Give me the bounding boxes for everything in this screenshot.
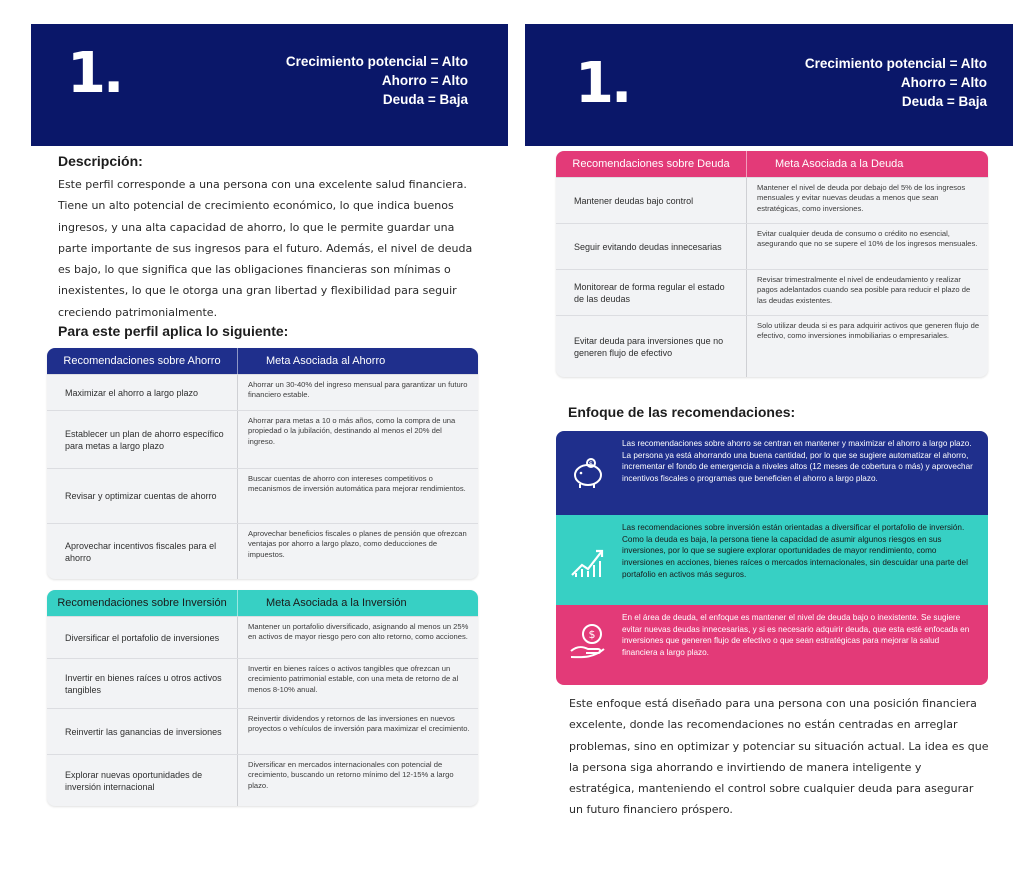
recommendation-cell: Establecer un plan de ahorro específico para metas a largo plazo [65,428,224,451]
focus-title: Enfoque de las recomendaciones: [568,404,796,420]
table-header [556,151,988,177]
description-body: Este perfil corresponde a una persona con una excelente salud financiera. Tiene un alto potencial de crecimiento económico, lo que indica buenos ingresos, y una alta capacidad de ahorro, lo que le permite guardar una parte importante de sus ingresos para el futuro. Además, el nivel de deuda es bajo, lo que significa que las obligaciones financieras son mínimas o inexistentes, lo que le otorga una gran libertad y flexibilidad para seguir creciendo patrimonialmente. [58,178,473,319]
table-deuda [556,151,988,377]
table-row [47,616,478,658]
table-row [47,754,478,806]
recommendation-cell: Revisar y optimizar cuentas de ahorro [65,491,217,501]
profile-stats [286,52,468,109]
recommendation-cell: Seguir evitando deudas innecesarias [574,241,722,252]
table-row [47,523,478,579]
table-row [47,468,478,523]
recommendation-cell: Evitar deuda para inversiones que no generen flujo de efectivo [574,335,724,358]
header-recommendations: Recomendaciones sobre Inversión [57,597,227,609]
recommendation-cell: Aprovechar incentivos fiscales para el ahorro [65,540,217,563]
stat-ahorro: Ahorro = Alto [900,75,987,90]
table-row [556,315,988,377]
stat-deuda: Deuda = Baja [901,94,987,109]
goal-cell: Ahorrar un 30-40% del ingreso mensual para garantizar un futuro financiero estable. [237,375,478,410]
focus-inversion-box [556,515,988,605]
profile-number: 1. [575,51,630,116]
table-row [47,374,478,410]
profile-stats [805,54,987,111]
focus-ahorro-text: Las recomendaciones sobre ahorro se centran en mantener y maximizar el ahorro a largo plazo. La persona ya está ahorrando una buena cantidad, por lo que se sugiere automatizar el ahorro, incrementar el fondo de emergencia a niveles altos (12 meses de cobertura o más) y aprovechar incentivos fiscales o programas que beneficien el ahorro a largo plazo. [622,439,973,484]
recommendation-cell: Monitorear de forma regular el estado de las deudas [574,281,725,304]
money-hand-icon [568,621,608,661]
table-ahorro [47,348,478,579]
recommendation-cell: Mantener deudas bajo control [574,195,694,206]
goal-cell: Aprovechar beneficios fiscales o planes de pensión que ofrezcan ventajas por ahorro a largo plazo, como deducciones de impuestos. [237,524,478,579]
recommendation-cell: Reinvertir las ganancias de inversiones [65,726,222,737]
growth-chart-icon [568,541,608,581]
header-goal: Meta Asociada a la Inversión [237,590,478,616]
goal-cell: Evitar cualquier deuda de consumo o crédito no esencial, asegurando que no se supere el 10% de los ingresos mensuales. [746,224,988,269]
table-row [47,708,478,754]
recommendation-cell: Diversificar el portafolio de inversiones [65,632,220,643]
stat-crecimiento: Crecimiento potencial = Alto [285,54,468,69]
recommendation-cell: Maximizar el ahorro a largo plazo [65,387,199,398]
table-row [556,269,988,315]
goal-cell: Diversificar en mercados internacionales con potencial de crecimiento, buscando un retorno mínimo del 12-15% a largo plazo. [237,755,478,806]
goal-cell: Reinvertir dividendos y retornos de las inversiones en nuevos proyectos o vehículos de inversión para maximizar el crecimiento. [237,709,478,754]
goal-cell: Buscar cuentas de ahorro con intereses competitivos o mecanismos de inversión automática para mejorar rendimientos. [237,469,478,523]
header-goal: Meta Asociada a la Deuda [746,151,988,177]
goal-cell: Ahorrar para metas a 10 o más años, como la compra de una propiedad o la jubilación, destinando al menos el 20% del ingreso. [237,411,478,468]
table-header [47,348,478,374]
table-row [556,223,988,269]
stat-crecimiento: Crecimiento potencial = Alto [804,56,987,71]
header-goal: Meta Asociada al Ahorro [237,348,478,374]
table-row [47,658,478,708]
header-recommendations: Recomendaciones sobre Deuda [572,158,730,170]
focus-inversion-text: Las recomendaciones sobre inversión están orientadas a diversificar el portafolio de inversión. Como la deuda es baja, la persona tiene la capacidad de asumir algunos riesgos en sus inversiones, por lo que se sugiere explorar oportunidades de mayor rendimiento, como inversiones en acciones, bienes raíces o mercados internacionales, sin descuidar una parte del portafolio en activos más seguros. [622,523,968,579]
stat-ahorro: Ahorro = Alto [381,73,468,88]
piggy-bank-icon [568,453,608,493]
profile-banner [31,24,508,146]
table-inversion [47,590,478,806]
applies-title: Para este perfil aplica lo siguiente: [58,323,289,339]
profile-banner [525,24,1013,146]
svg-text:$: $ [588,628,596,641]
focus-deuda-box [556,605,988,685]
table-row [556,177,988,223]
closing-paragraph: Este enfoque está diseñado para una persona con una posición financiera excelente, donde las recomendaciones no están centradas en arreglar problemas, sino en optimizar y potenciar su situación actual. La idea es que la persona siga ahorrando e invirtiendo de manera inteligente y estratégica, manteniendo el control sobre cualquier deuda para asegurar un futuro financiero próspero. [569,697,989,817]
svg-text:$: $ [588,460,594,468]
table-row [47,410,478,468]
focus-ahorro-box [556,431,988,515]
table-header [47,590,478,616]
focus-deuda-text: En el área de deuda, el enfoque es mantener el nivel de deuda bajo o inexistente. Se sugiere evitar nuevas deudas innecesarias, y si es necesario adquirir deuda, que esta esté enfocada en inversiones que generen flujo de efectivo o que sean estratégicas para mejorar la salud financiera a largo plazo. [622,613,970,658]
goal-cell: Revisar trimestralmente el nivel de endeudamiento y realizar pagos adelantados cuando sea posible para reducir el plazo de las deudas existentes. [746,270,988,315]
profile-number: 1. [67,41,122,106]
recommendation-cell: Explorar nuevas oportunidades de inversión internacional [65,769,203,792]
goal-cell: Mantener el nivel de deuda por debajo del 5% de los ingresos mensuales y evitar nuevas deudas a menos que sean estratégicas, como inversiones. [746,178,988,223]
recommendation-cell: Invertir en bienes raíces u otros activos tangibles [65,672,222,695]
goal-cell: Invertir en bienes raíces o activos tangibles que ofrezcan un crecimiento patrimonial estable, con una meta de retorno de al menos 8-10% anual. [237,659,478,708]
header-recommendations: Recomendaciones sobre Ahorro [63,355,221,367]
stat-deuda: Deuda = Baja [382,92,468,107]
description-title: Descripción: [58,153,143,169]
goal-cell: Mantener un portafolio diversificado, asignando al menos un 25% en activos de mayor riesgo pero con alto retorno, como acciones. [237,617,478,658]
goal-cell: Solo utilizar deuda si es para adquirir activos que generen flujo de efectivo, como inversiones inmobiliarias o empresariales. [746,316,988,377]
